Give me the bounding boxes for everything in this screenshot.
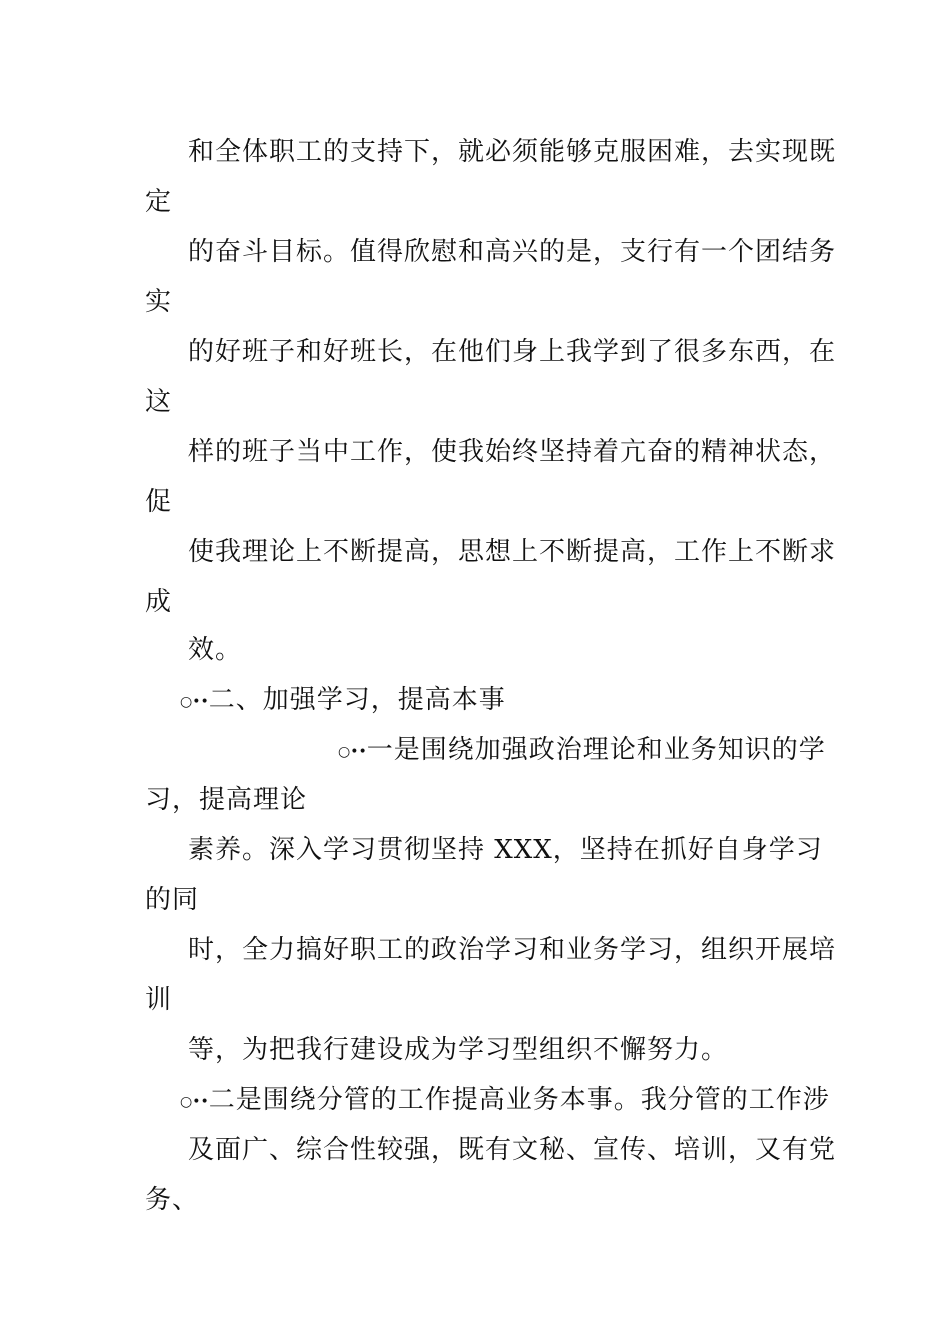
text-line: 及面广、综合性较强，既有文秘、宣传、培训，又有党 xyxy=(188,1135,837,1165)
text-line: 效。 xyxy=(188,635,243,665)
bullet-icon: ○•• xyxy=(180,1094,209,1110)
text-line: 等，为把我行建设成为学习型组织不懈努力。 xyxy=(188,1035,729,1065)
text-line: 定 xyxy=(145,187,173,217)
text-line: 的同 xyxy=(145,885,200,915)
text-line: 实 xyxy=(145,287,173,317)
text-line: 促 xyxy=(145,487,173,517)
text-line-content: 二是围绕分管的工作提高业务本事。我分管的工作涉 xyxy=(208,1085,830,1115)
text-line: 这 xyxy=(145,387,173,417)
text-line: 习，提高理论 xyxy=(145,785,308,815)
text-line xyxy=(180,1084,830,1118)
bullet-icon: ○•• xyxy=(180,694,209,710)
bullet-icon: ○•• xyxy=(338,744,367,760)
text-line: 的奋斗目标。值得欣慰和高兴的是，支行有一个团结务 xyxy=(188,237,837,267)
text-line: 和全体职工的支持下，就必须能够克服困难，去实现既 xyxy=(188,137,837,167)
text-line: 的好班子和好班长，在他们身上我学到了很多东西，在 xyxy=(188,337,837,367)
text-line: 时，全力搞好职工的政治学习和业务学习，组织开展培 xyxy=(188,935,837,965)
text-line: 务、 xyxy=(145,1185,200,1215)
text-line: 成 xyxy=(145,587,173,617)
text-line: 使我理论上不断提高，思想上不断提高，工作上不断求 xyxy=(188,537,837,567)
text-line: 样的班子当中工作，使我始终坚持着亢奋的精神状态， xyxy=(188,437,837,467)
text-line xyxy=(338,734,826,768)
section-heading xyxy=(180,684,506,718)
text-line: 训 xyxy=(145,985,173,1015)
text-line-content: 一是围绕加强政治理论和业务知识的学 xyxy=(366,735,826,765)
text-line: 素养。深入学习贯彻坚持 XXX，坚持在抓好自身学习 xyxy=(188,835,823,865)
section-heading-text: 二、加强学习，提高本事 xyxy=(208,685,506,715)
